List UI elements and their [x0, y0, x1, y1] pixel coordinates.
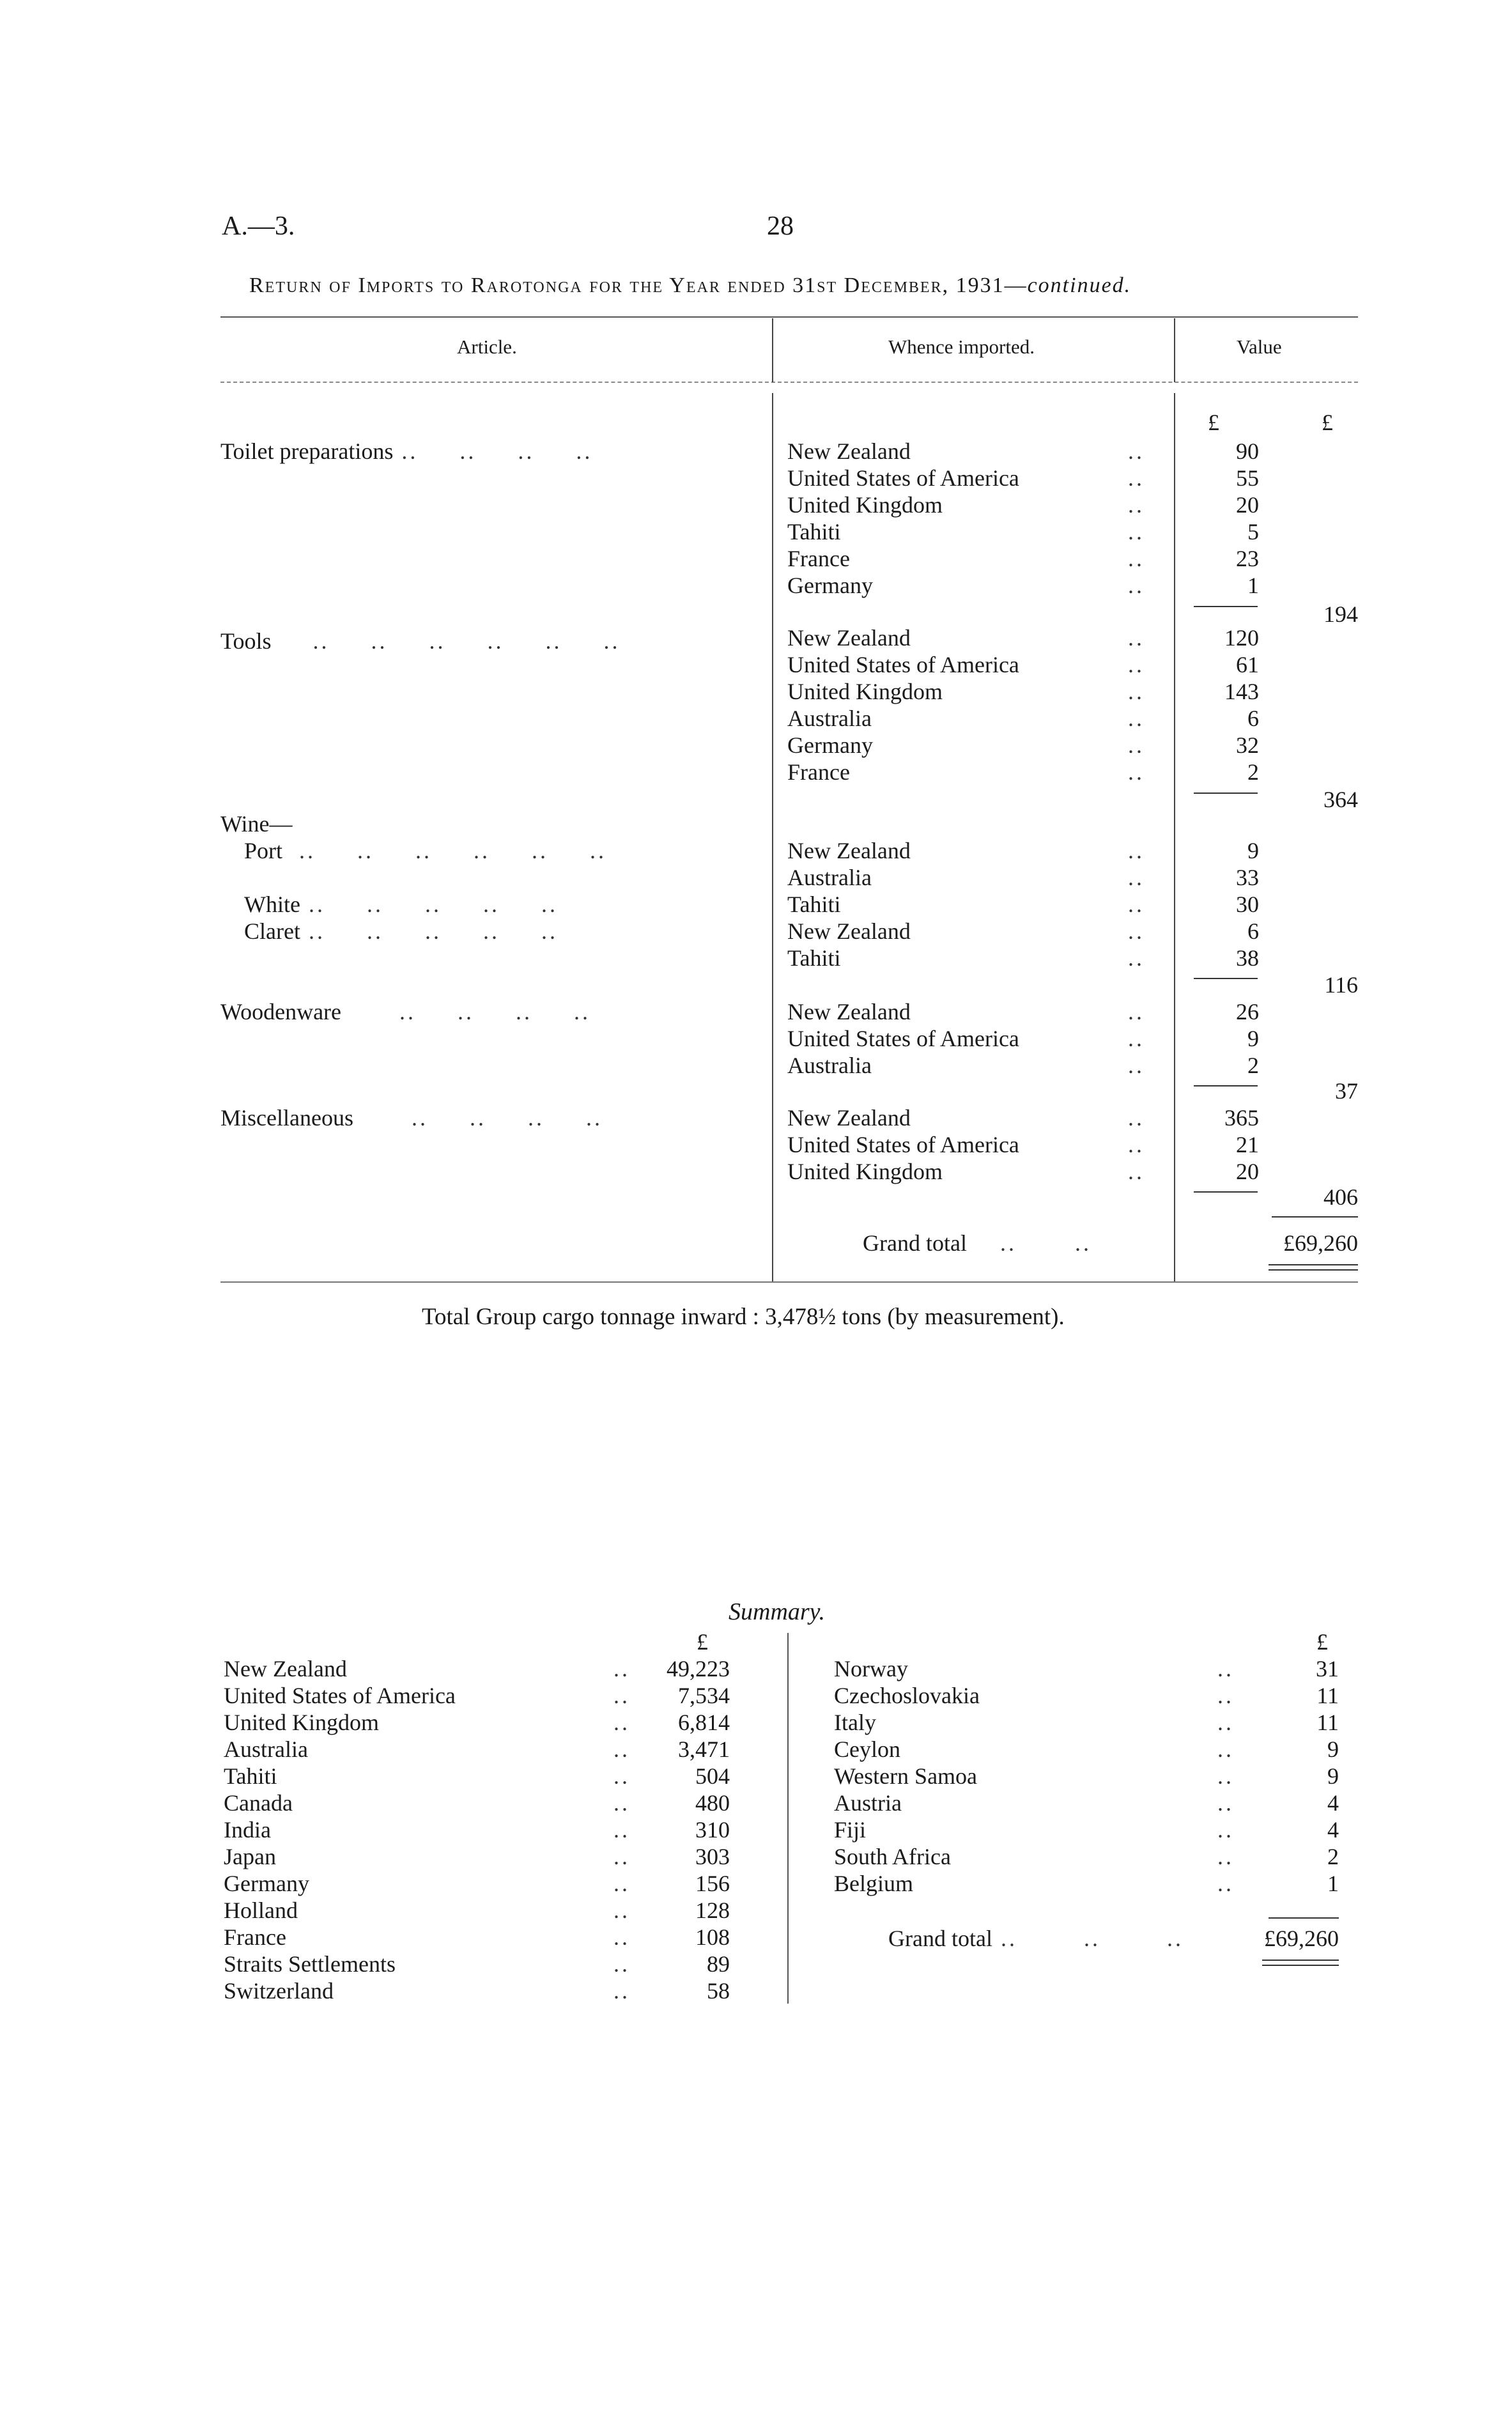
group-total: 37 [1335, 1078, 1358, 1104]
leader-dots: .. [1128, 1159, 1145, 1184]
summary-value: 31 [1316, 1656, 1339, 1682]
leader-dots: .. [613, 1763, 630, 1789]
table-title [249, 274, 1131, 298]
whence-cell: Australia [787, 706, 872, 731]
summary-value: 2 [1327, 1844, 1339, 1869]
leader-dots: .. [1217, 1790, 1234, 1816]
summary-divider [787, 1633, 789, 2004]
table-title-text: Return of Imports to Rarotonga for the Year ended 31st December, 1931— [249, 274, 1028, 297]
leader-dots: .. [1128, 679, 1145, 704]
leader-dots: .. [1128, 652, 1145, 677]
article-label: Woodenware .. .. .. .. [220, 999, 591, 1025]
column-header-whence: Whence imported. [888, 336, 1035, 358]
subtotal-rule [1194, 1085, 1258, 1086]
table-bottom-rule [220, 1281, 1358, 1283]
summary-value: 108 [695, 1924, 730, 1950]
summary-value: 9 [1327, 1736, 1339, 1762]
summary-value: 6,814 [678, 1710, 730, 1735]
whence-cell: France [787, 759, 850, 785]
value-cell: 55 [1236, 465, 1259, 491]
leader-dots: .. [613, 1951, 630, 1977]
article-label: Miscellaneous .. .. .. .. [220, 1105, 603, 1131]
value-cell: 2 [1247, 1053, 1259, 1078]
header-bottom-rule [220, 382, 1358, 383]
header-divider-2 [1174, 318, 1175, 382]
value-cell: 5 [1247, 519, 1259, 545]
summary-country: Ceylon [834, 1736, 900, 1762]
value-cell: 61 [1236, 652, 1259, 677]
value-cell: 33 [1236, 865, 1259, 890]
summary-country: Switzerland [224, 1978, 334, 2004]
whence-cell: Germany [787, 732, 873, 758]
group-total: 116 [1324, 972, 1358, 998]
leader-dots: .. [1217, 1736, 1234, 1762]
subtotal-rule [1194, 978, 1258, 979]
value-cell: 38 [1236, 945, 1259, 971]
value-cell: 9 [1247, 838, 1259, 863]
summary-right-currency: £ [1316, 1629, 1328, 1655]
summary-value: 310 [695, 1817, 730, 1843]
whence-cell: United States of America [787, 465, 1019, 491]
summary-value: 4 [1327, 1790, 1339, 1816]
leader-dots: .. [1128, 838, 1145, 863]
summary-country: France [224, 1924, 286, 1950]
leader-dots: .. [613, 1656, 630, 1682]
grand-total-label: Grand total .. .. [863, 1230, 1092, 1256]
whence-cell: New Zealand [787, 999, 911, 1025]
value-cell: 30 [1236, 892, 1259, 917]
summary-country: South Africa [834, 1844, 951, 1869]
leader-dots: .. [1128, 1132, 1145, 1157]
value-cell: 1 [1247, 573, 1259, 598]
summary-grand-total-label: Grand total .. .. .. [888, 1926, 1184, 1951]
whence-cell: United States of America [787, 1026, 1019, 1051]
leader-dots: .. [1217, 1817, 1234, 1843]
leader-dots: .. [1128, 865, 1145, 890]
whence-cell: Germany [787, 573, 873, 598]
article-name: Woodenware [220, 999, 342, 1025]
whence-cell: United Kingdom [787, 1159, 943, 1184]
value-cell: 9 [1247, 1026, 1259, 1051]
leader-dots: .. [613, 1683, 630, 1708]
article-label: Tools .. .. .. .. .. .. [220, 628, 621, 654]
currency-symbol-items: £ [1208, 410, 1219, 435]
whence-cell: Tahiti [787, 519, 841, 545]
value-cell: 120 [1224, 625, 1259, 651]
body-divider-1 [772, 393, 773, 1281]
article-label: Toilet preparations .. .. .. .. [220, 438, 593, 464]
whence-cell: New Zealand [787, 438, 911, 464]
leader-dots: .. [1128, 438, 1145, 464]
summary-value: 58 [707, 1978, 730, 2004]
summary-title: Summary. [729, 1598, 825, 1625]
article-name: Miscellaneous [220, 1105, 353, 1131]
group-total: 194 [1323, 601, 1358, 627]
body-divider-2 [1174, 393, 1175, 1281]
leader-dots: .. [1217, 1683, 1234, 1708]
whence-cell: New Zealand [787, 1105, 911, 1131]
summary-country: New Zealand [224, 1656, 347, 1682]
value-cell: 6 [1247, 918, 1259, 944]
leader-dots: .. [1128, 519, 1145, 545]
tonnage-note: Total Group cargo tonnage inward : 3,478½ tons (by measurement). [422, 1304, 1065, 1330]
summary-country: India [224, 1817, 271, 1843]
whence-cell: United Kingdom [787, 679, 943, 704]
column-header-value: Value [1237, 336, 1282, 358]
summary-country: Norway [834, 1656, 908, 1682]
summary-double-rule-2 [1262, 1965, 1339, 1966]
value-cell: 143 [1224, 679, 1259, 704]
leader-dots: .. [1128, 759, 1145, 785]
subarticle-name: White [244, 892, 300, 917]
summary-country: Germany [224, 1871, 309, 1896]
summary-value: 89 [707, 1951, 730, 1977]
leader-dots: .. [613, 1844, 630, 1869]
header-top-rule [220, 316, 1358, 318]
summary-country: Belgium [834, 1871, 913, 1896]
summary-country: Japan [224, 1844, 276, 1869]
leader-dots: .. [1128, 706, 1145, 731]
summary-country: United States of America [224, 1683, 456, 1708]
summary-value: 504 [695, 1763, 730, 1789]
leader-dots: .. [613, 1978, 630, 2004]
group-total: 364 [1323, 787, 1358, 812]
summary-country: Holland [224, 1898, 298, 1923]
summary-value: 128 [695, 1898, 730, 1923]
summary-grand-total-value: £69,260 [1264, 1926, 1339, 1951]
value-cell: 26 [1236, 999, 1259, 1025]
column-header-article: Article. [457, 336, 517, 358]
grand-total-double-rule-2 [1269, 1269, 1358, 1271]
subarticle-label: White .. .. .. .. .. [244, 892, 558, 917]
whence-cell: United Kingdom [787, 492, 943, 518]
summary-value: 7,534 [678, 1683, 730, 1708]
table-title-continued: continued. [1027, 274, 1132, 297]
value-cell: 6 [1247, 706, 1259, 731]
summary-country: Czechoslovakia [834, 1683, 980, 1708]
grand-total-double-rule-1 [1269, 1264, 1358, 1265]
leader-dots: .. [1217, 1710, 1234, 1735]
leader-dots: .. [613, 1710, 630, 1735]
whence-cell: United States of America [787, 1132, 1019, 1157]
summary-value: 1 [1327, 1871, 1339, 1896]
leader-dots: .. [1128, 573, 1145, 598]
leader-dots: .. [1217, 1871, 1234, 1896]
article-name: Tools [220, 628, 272, 654]
value-cell: 21 [1236, 1132, 1259, 1157]
leader-dots: .. [613, 1817, 630, 1843]
whence-cell: New Zealand [787, 838, 911, 863]
leader-dots: .. [1128, 732, 1145, 758]
summary-value: 49,223 [667, 1656, 730, 1682]
value-cell: 90 [1236, 438, 1259, 464]
summary-double-rule-1 [1262, 1960, 1339, 1961]
summary-country: Fiji [834, 1817, 867, 1843]
value-cell: 365 [1224, 1105, 1259, 1131]
page-number: 28 [767, 212, 794, 241]
leader-dots: .. [1128, 1026, 1145, 1051]
header-divider-1 [772, 318, 773, 382]
article-name: Toilet preparations [220, 438, 394, 464]
leader-dots: .. [1128, 999, 1145, 1025]
subtotal-rule [1194, 1191, 1258, 1193]
whence-cell: New Zealand [787, 918, 911, 944]
leader-dots: .. [1128, 546, 1145, 571]
subtotal-rule [1194, 793, 1258, 794]
whence-cell: Australia [787, 865, 872, 890]
value-cell: 23 [1236, 546, 1259, 571]
summary-value: 11 [1316, 1710, 1339, 1735]
whence-cell: France [787, 546, 850, 571]
summary-country: United Kingdom [224, 1710, 379, 1735]
summary-value: 3,471 [678, 1736, 730, 1762]
summary-value: 156 [695, 1871, 730, 1896]
grand-total-top-rule [1272, 1216, 1358, 1218]
leader-dots: .. [613, 1790, 630, 1816]
document-reference: A.—3. [222, 212, 295, 241]
leader-dots: .. [1217, 1763, 1234, 1789]
summary-left-currency: £ [697, 1629, 708, 1655]
leader-dots: .. [1128, 625, 1145, 651]
whence-cell: United States of America [787, 652, 1019, 677]
subarticle-label: Port .. .. .. .. .. .. [244, 838, 607, 863]
summary-value: 9 [1327, 1763, 1339, 1789]
value-cell: 20 [1236, 1159, 1259, 1184]
whence-cell: New Zealand [787, 625, 911, 651]
leader-dots: .. [1128, 492, 1145, 518]
leader-dots: .. [1217, 1844, 1234, 1869]
leader-dots: .. [613, 1898, 630, 1923]
summary-value: 4 [1327, 1817, 1339, 1843]
summary-country: Tahiti [224, 1763, 277, 1789]
leader-dots: .. [1128, 892, 1145, 917]
leader-dots: .. [1217, 1656, 1234, 1682]
leader-dots: .. [1128, 1105, 1145, 1131]
subarticle-label: Claret .. .. .. .. .. [244, 918, 558, 944]
article-name: Wine— [220, 811, 293, 837]
subarticle-name: Port [244, 838, 283, 863]
leader-dots: .. [1128, 918, 1145, 944]
summary-country: Italy [834, 1710, 876, 1735]
whence-cell: Australia [787, 1053, 872, 1078]
leader-dots: .. [613, 1871, 630, 1896]
summary-country: Straits Settlements [224, 1951, 396, 1977]
leader-dots: .. [613, 1924, 630, 1950]
value-cell: 20 [1236, 492, 1259, 518]
summary-value: 480 [695, 1790, 730, 1816]
subtotal-rule [1194, 606, 1258, 607]
summary-country: Western Samoa [834, 1763, 978, 1789]
summary-country: Austria [834, 1790, 902, 1816]
leader-dots: .. [1128, 945, 1145, 971]
whence-cell: Tahiti [787, 945, 841, 971]
summary-grand-total-text: Grand total [888, 1926, 992, 1951]
value-cell: 32 [1236, 732, 1259, 758]
summary-total-top-rule [1269, 1917, 1339, 1919]
grand-total-value: £69,260 [1283, 1230, 1358, 1256]
leader-dots: .. [613, 1736, 630, 1762]
summary-value: 303 [695, 1844, 730, 1869]
whence-cell: Tahiti [787, 892, 841, 917]
leader-dots: .. [1128, 465, 1145, 491]
currency-symbol-totals: £ [1322, 410, 1333, 435]
summary-value: 11 [1316, 1683, 1339, 1708]
leader-dots: .. [1128, 1053, 1145, 1078]
subarticle-name: Claret [244, 918, 300, 944]
grand-total-text: Grand total [863, 1230, 967, 1256]
value-cell: 2 [1247, 759, 1259, 785]
group-total: 406 [1323, 1184, 1358, 1210]
summary-country: Canada [224, 1790, 293, 1816]
summary-country: Australia [224, 1736, 308, 1762]
